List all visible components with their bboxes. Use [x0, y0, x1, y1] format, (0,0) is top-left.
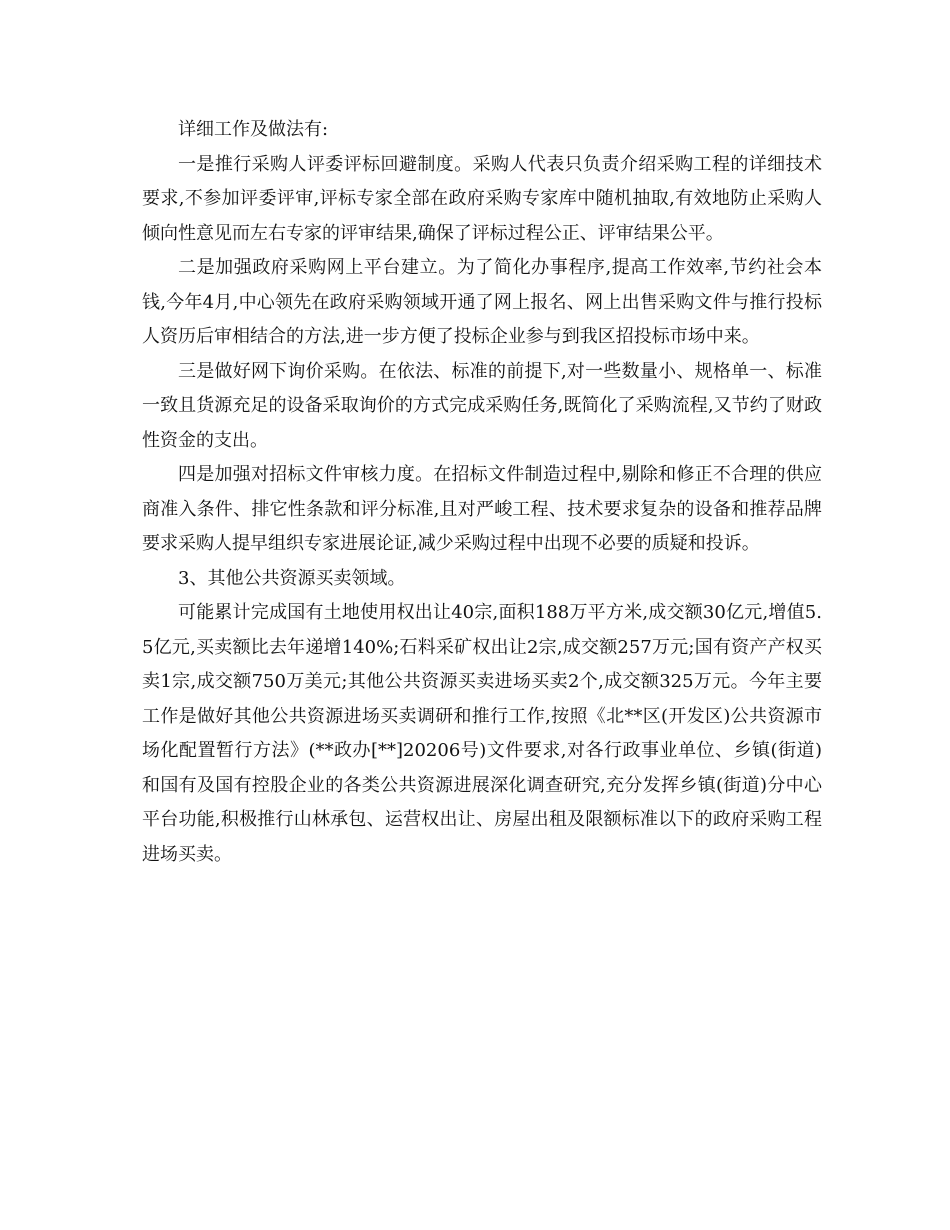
paragraph-item-1: 一是推行采购人评委评标回避制度。采购人代表只负责介绍采购工程的详细技术要求,不参加评委评审,评标专家全部在政府采购专家库中随机抽取,有效地防止采购人倾向性意见而左右专家的评审结果,确保了评标过程公正、评审结果公平。 [142, 153, 822, 244]
paragraph-item-3: 三是做好网下询价采购。在依法、标准的前提下,对一些数量小、规格单一、标准一致且货源充足的设备采取询价的方式完成采购任务,既简化了采购流程,又节约了财政性资金的支出。 [142, 360, 822, 451]
paragraph-public-resources: 可能累计完成国有土地使用权出让40宗,面积188万平方米,成交额30亿元,增值5.5亿元,买卖额比去年递增140%;石料采矿权出让2宗,成交额257万元;国有资产产权买卖1宗,成交额750万美元;其他公共资源买卖进场买卖2个,成交额325万元。今年主要工作是做好其他公共资源进场买卖调研和推行工作,按照《北**区(开发区)公共资源市场化配置暂行方法》(**政办[**]20206号)文件要求,对各行政事业单位、乡镇(街道)和国有及国有控股企业的各类公共资源进展深化调查研究,充分发挥乡镇(街道)分中心平台功能,积极推行山林承包、运营权出让、房屋出租及限额标准以下的政府采购工程进场买卖。 [142, 602, 822, 865]
section-heading-3: 3、其他公共资源买卖领域。 [178, 567, 406, 589]
paragraph-item-4: 四是加强对招标文件审核力度。在招标文件制造过程中,剔除和修正不合理的供应商准入条件、排它性条款和评分标准,且对严峻工程、技术要求复杂的设备和推荐品牌要求采购人提早组织专家进展论证,减少采购过程中出现不必要的质疑和投诉。 [142, 464, 822, 554]
document-body [142, 113, 822, 872]
paragraph-intro: 详细工作及做法有: [178, 119, 329, 140]
paragraph-item-2: 二是加强政府采购网上平台建立。为了简化办事程序,提高工作效率,节约社会本钱,今年4月,中心领先在政府采购领域开通了网上报名、网上出售采购文件与推行投标人资历后审相结合的方法,进一步方便了投标企业参与到我区招投标市场中来。 [142, 257, 822, 347]
